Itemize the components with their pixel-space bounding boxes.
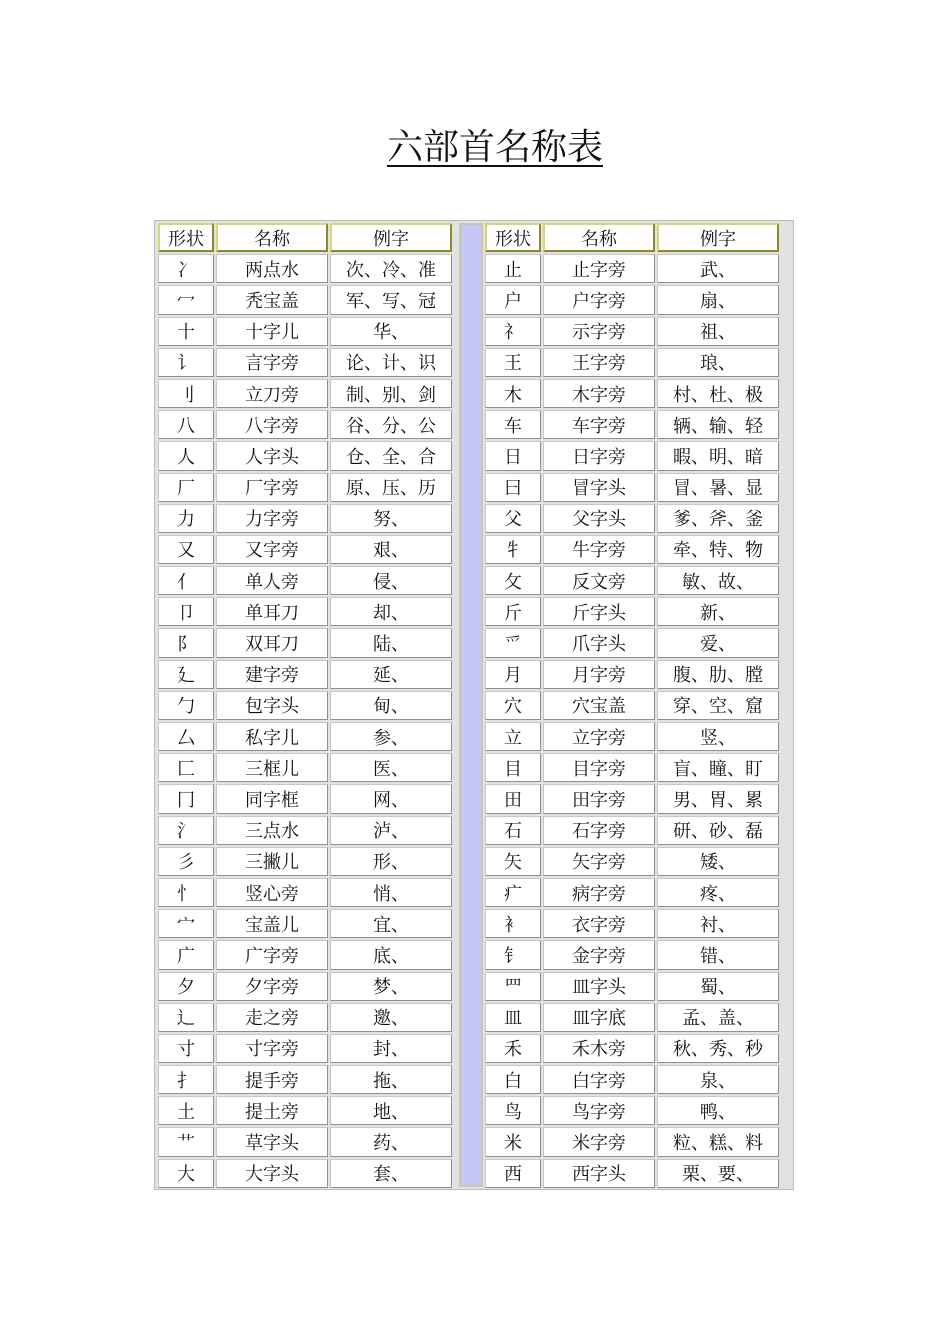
table-row — [158, 410, 462, 439]
radical-shape: 八 — [158, 410, 214, 439]
radical-shape: 又 — [158, 535, 214, 564]
radical-shape: 冂 — [158, 784, 214, 813]
example-chars: 敏、故、 — [657, 566, 779, 595]
table-row — [485, 597, 789, 626]
radical-name: 秃宝盖 — [216, 285, 328, 314]
radical-name: 金字旁 — [543, 940, 655, 969]
example-chars: 梦、 — [330, 972, 452, 1001]
table-row — [485, 1034, 789, 1063]
radical-shape: 穴 — [485, 691, 541, 720]
radical-shape: 力 — [158, 504, 214, 533]
example-chars: 封、 — [330, 1034, 452, 1063]
example-chars: 拖、 — [330, 1065, 452, 1094]
example-chars: 武、 — [657, 254, 779, 283]
radical-shape: 木 — [485, 379, 541, 408]
radical-name: 同字框 — [216, 784, 328, 813]
radical-name: 提手旁 — [216, 1065, 328, 1094]
radical-name: 王字旁 — [543, 348, 655, 377]
radical-name: 病字旁 — [543, 878, 655, 907]
radical-shape: 廴 — [158, 660, 214, 689]
table-row — [158, 691, 462, 720]
radical-name: 爪字头 — [543, 628, 655, 657]
radical-shape: 夕 — [158, 972, 214, 1001]
table-row — [485, 878, 789, 907]
radical-shape: 父 — [485, 504, 541, 533]
example-chars: 形、 — [330, 847, 452, 876]
radical-shape: 冖 — [158, 285, 214, 314]
radical-name: 白字旁 — [543, 1065, 655, 1094]
radical-shape: 牜 — [485, 535, 541, 564]
example-chars: 穿、空、窟 — [657, 691, 779, 720]
example-chars: 秋、秀、秒 — [657, 1034, 779, 1063]
radical-shape: 艹 — [158, 1127, 214, 1156]
radical-shape: 钅 — [485, 940, 541, 969]
radical-name: 月字旁 — [543, 660, 655, 689]
radical-name: 矢字旁 — [543, 847, 655, 876]
table-row — [485, 1127, 789, 1156]
radical-name: 大字头 — [216, 1159, 328, 1188]
radical-shape: 彡 — [158, 847, 214, 876]
table-row — [158, 722, 462, 751]
example-chars: 底、 — [330, 940, 452, 969]
table-row — [158, 660, 462, 689]
table-row — [485, 1003, 789, 1032]
radical-shape: 土 — [158, 1096, 214, 1125]
example-chars: 扇、 — [657, 285, 779, 314]
example-chars: 爱、 — [657, 628, 779, 657]
radical-name: 建字旁 — [216, 660, 328, 689]
radical-shape: 勹 — [158, 691, 214, 720]
radical-shape: 氵 — [158, 816, 214, 845]
table-row — [485, 504, 789, 533]
example-chars: 疼、 — [657, 878, 779, 907]
header-row — [485, 223, 789, 252]
radical-name: 三撇儿 — [216, 847, 328, 876]
example-chars: 矮、 — [657, 847, 779, 876]
radical-name: 反文旁 — [543, 566, 655, 595]
radical-name: 鸟字旁 — [543, 1096, 655, 1125]
example-chars: 甸、 — [330, 691, 452, 720]
example-chars: 陆、 — [330, 628, 452, 657]
radical-name: 提土旁 — [216, 1096, 328, 1125]
radical-shape: 辶 — [158, 1003, 214, 1032]
radical-shape: 大 — [158, 1159, 214, 1188]
radical-shape: 寸 — [158, 1034, 214, 1063]
example-chars: 粒、糕、料 — [657, 1127, 779, 1156]
table-row — [158, 285, 462, 314]
radical-shape: 卩 — [158, 597, 214, 626]
radical-shape: 曰 — [485, 473, 541, 502]
table-row — [485, 972, 789, 1001]
example-chars: 药、 — [330, 1127, 452, 1156]
table-row — [158, 379, 462, 408]
radical-shape: 冫 — [158, 254, 214, 283]
example-chars: 侵、 — [330, 566, 452, 595]
radical-name: 日字旁 — [543, 441, 655, 470]
radical-name: 田字旁 — [543, 784, 655, 813]
radical-shape: 爫 — [485, 628, 541, 657]
table-divider — [459, 223, 483, 1187]
radical-name: 两点水 — [216, 254, 328, 283]
example-chars: 栗、要、 — [657, 1159, 779, 1188]
radical-name: 斤字头 — [543, 597, 655, 626]
radical-name: 单耳刀 — [216, 597, 328, 626]
example-chars: 网、 — [330, 784, 452, 813]
radical-name: 立刀旁 — [216, 379, 328, 408]
example-chars: 地、 — [330, 1096, 452, 1125]
radical-name: 草字头 — [216, 1127, 328, 1156]
radical-name: 宝盖儿 — [216, 909, 328, 938]
radical-name: 十字儿 — [216, 317, 328, 346]
radical-name: 牛字旁 — [543, 535, 655, 564]
example-chars: 爹、斧、釜 — [657, 504, 779, 533]
radical-name: 西字头 — [543, 1159, 655, 1188]
table-row — [158, 504, 462, 533]
example-chars: 次、冷、准 — [330, 254, 452, 283]
radical-name: 双耳刀 — [216, 628, 328, 657]
example-chars: 盲、瞳、盯 — [657, 753, 779, 782]
header-example: 例字 — [330, 223, 452, 252]
example-chars: 邀、 — [330, 1003, 452, 1032]
radical-shape: 矢 — [485, 847, 541, 876]
example-chars: 宜、 — [330, 909, 452, 938]
table-row — [158, 1034, 462, 1063]
radical-name: 木字旁 — [543, 379, 655, 408]
table-row — [485, 348, 789, 377]
example-chars: 参、 — [330, 722, 452, 751]
radical-name: 走之旁 — [216, 1003, 328, 1032]
radical-shape: 扌 — [158, 1065, 214, 1094]
radical-shape: 刂 — [158, 379, 214, 408]
example-chars: 衬、 — [657, 909, 779, 938]
table-row — [485, 317, 789, 346]
radical-name: 衣字旁 — [543, 909, 655, 938]
radical-shape: 石 — [485, 816, 541, 845]
radical-name: 言字旁 — [216, 348, 328, 377]
table-row — [485, 753, 789, 782]
radical-shape: 广 — [158, 940, 214, 969]
table-row — [158, 535, 462, 564]
radical-shape: 禾 — [485, 1034, 541, 1063]
table-row — [485, 410, 789, 439]
radical-name: 单人旁 — [216, 566, 328, 595]
header-name: 名称 — [216, 223, 328, 252]
radical-shape: 礻 — [485, 317, 541, 346]
table-row — [485, 628, 789, 657]
radical-name: 户字旁 — [543, 285, 655, 314]
example-chars: 却、 — [330, 597, 452, 626]
radical-shape: 忄 — [158, 878, 214, 907]
radical-name: 八字旁 — [216, 410, 328, 439]
radical-shape: 匚 — [158, 753, 214, 782]
radical-name: 三框儿 — [216, 753, 328, 782]
example-chars: 泉、 — [657, 1065, 779, 1094]
table-row — [158, 441, 462, 470]
table-row — [485, 379, 789, 408]
radical-shape: 讠 — [158, 348, 214, 377]
example-chars: 泸、 — [330, 816, 452, 845]
radical-name: 又字旁 — [216, 535, 328, 564]
table-row — [485, 1159, 789, 1188]
example-chars: 仓、全、合 — [330, 441, 452, 470]
example-chars: 鸭、 — [657, 1096, 779, 1125]
table-row — [485, 254, 789, 283]
radical-shape: 止 — [485, 254, 541, 283]
radical-name: 父字头 — [543, 504, 655, 533]
radical-shape: 鸟 — [485, 1096, 541, 1125]
radical-shape: 厶 — [158, 722, 214, 751]
example-chars: 男、胃、累 — [657, 784, 779, 813]
table-row — [158, 348, 462, 377]
radical-shape: 斤 — [485, 597, 541, 626]
example-chars: 延、 — [330, 660, 452, 689]
table-row — [158, 753, 462, 782]
example-chars: 套、 — [330, 1159, 452, 1188]
radical-name: 三点水 — [216, 816, 328, 845]
table-row — [158, 972, 462, 1001]
example-chars: 祖、 — [657, 317, 779, 346]
radical-name: 力字旁 — [216, 504, 328, 533]
radical-shape: 衤 — [485, 909, 541, 938]
radical-shape: 月 — [485, 660, 541, 689]
table-row — [485, 816, 789, 845]
radical-shape: 户 — [485, 285, 541, 314]
table-row — [158, 597, 462, 626]
example-chars: 竖、 — [657, 722, 779, 751]
radical-shape: 日 — [485, 441, 541, 470]
table-row — [158, 317, 462, 346]
example-chars: 错、 — [657, 940, 779, 969]
table-row — [485, 940, 789, 969]
table-row — [485, 566, 789, 595]
radical-name: 冒字头 — [543, 473, 655, 502]
table-row — [485, 441, 789, 470]
table-row — [485, 847, 789, 876]
radical-shape: 疒 — [485, 878, 541, 907]
radical-name: 皿字头 — [543, 972, 655, 1001]
header-row — [158, 223, 462, 252]
table-row — [158, 628, 462, 657]
example-chars: 蜀、 — [657, 972, 779, 1001]
header-shape: 形状 — [158, 223, 214, 252]
radical-shape: 十 — [158, 317, 214, 346]
radical-name: 目字旁 — [543, 753, 655, 782]
example-chars: 冒、暑、显 — [657, 473, 779, 502]
table-row — [485, 909, 789, 938]
table-row — [158, 566, 462, 595]
example-chars: 村、杜、极 — [657, 379, 779, 408]
radical-name: 米字旁 — [543, 1127, 655, 1156]
table-row — [158, 784, 462, 813]
radical-shape: 目 — [485, 753, 541, 782]
page-title: 六部首名称表 — [386, 127, 603, 168]
radical-shape: 米 — [485, 1127, 541, 1156]
table-row — [158, 1003, 462, 1032]
radical-name: 皿字底 — [543, 1003, 655, 1032]
example-chars: 制、别、剑 — [330, 379, 452, 408]
radical-name: 示字旁 — [543, 317, 655, 346]
radical-table — [154, 220, 794, 1190]
table-row — [485, 1096, 789, 1125]
example-chars: 谷、分、公 — [330, 410, 452, 439]
radical-name: 穴宝盖 — [543, 691, 655, 720]
radical-shape: 皿 — [485, 1003, 541, 1032]
radical-name: 包字头 — [216, 691, 328, 720]
table-row — [158, 940, 462, 969]
table-row — [485, 535, 789, 564]
header-name: 名称 — [543, 223, 655, 252]
table-row — [485, 784, 789, 813]
radical-shape: 白 — [485, 1065, 541, 1094]
radical-name: 人字头 — [216, 441, 328, 470]
radical-name: 厂字旁 — [216, 473, 328, 502]
table-row — [158, 1127, 462, 1156]
radical-name: 立字旁 — [543, 722, 655, 751]
table-row — [485, 1065, 789, 1094]
table-row — [158, 1065, 462, 1094]
radical-shape: 攵 — [485, 566, 541, 595]
header-shape: 形状 — [485, 223, 541, 252]
radical-name: 广字旁 — [216, 940, 328, 969]
table-row — [158, 909, 462, 938]
table-row — [485, 691, 789, 720]
radical-name: 石字旁 — [543, 816, 655, 845]
example-chars: 悄、 — [330, 878, 452, 907]
radical-name: 竖心旁 — [216, 878, 328, 907]
radical-name: 夕字旁 — [216, 972, 328, 1001]
header-example: 例字 — [657, 223, 779, 252]
radical-name: 禾木旁 — [543, 1034, 655, 1063]
example-chars: 新、 — [657, 597, 779, 626]
radical-shape: 宀 — [158, 909, 214, 938]
example-chars: 艰、 — [330, 535, 452, 564]
example-chars: 研、砂、磊 — [657, 816, 779, 845]
radical-name: 私字儿 — [216, 722, 328, 751]
example-chars: 努、 — [330, 504, 452, 533]
radical-shape: 厂 — [158, 473, 214, 502]
radical-name: 寸字旁 — [216, 1034, 328, 1063]
example-chars: 辆、输、轻 — [657, 410, 779, 439]
example-chars: 琅、 — [657, 348, 779, 377]
table-row — [485, 660, 789, 689]
right-table — [485, 223, 789, 1188]
radical-shape: 西 — [485, 1159, 541, 1188]
radical-shape: 人 — [158, 441, 214, 470]
radical-shape: 阝 — [158, 628, 214, 657]
radical-name: 车字旁 — [543, 410, 655, 439]
radical-shape: 车 — [485, 410, 541, 439]
radical-shape: 立 — [485, 722, 541, 751]
example-chars: 暇、明、暗 — [657, 441, 779, 470]
table-row — [158, 1159, 462, 1188]
example-chars: 军、写、冠 — [330, 285, 452, 314]
example-chars: 医、 — [330, 753, 452, 782]
radical-name: 止字旁 — [543, 254, 655, 283]
left-table — [158, 223, 462, 1188]
table-row — [158, 878, 462, 907]
table-row — [485, 473, 789, 502]
example-chars: 腹、肋、膛 — [657, 660, 779, 689]
table-row — [485, 722, 789, 751]
table-row — [158, 473, 462, 502]
table-row — [158, 847, 462, 876]
radical-shape: 亻 — [158, 566, 214, 595]
example-chars: 孟、盖、 — [657, 1003, 779, 1032]
radical-shape: 田 — [485, 784, 541, 813]
table-row — [158, 254, 462, 283]
table-row — [485, 285, 789, 314]
radical-shape: 罒 — [485, 972, 541, 1001]
example-chars: 牵、特、物 — [657, 535, 779, 564]
table-row — [158, 1096, 462, 1125]
table-row — [158, 816, 462, 845]
example-chars: 原、压、历 — [330, 473, 452, 502]
example-chars: 论、计、识 — [330, 348, 452, 377]
example-chars: 华、 — [330, 317, 452, 346]
radical-shape: 王 — [485, 348, 541, 377]
